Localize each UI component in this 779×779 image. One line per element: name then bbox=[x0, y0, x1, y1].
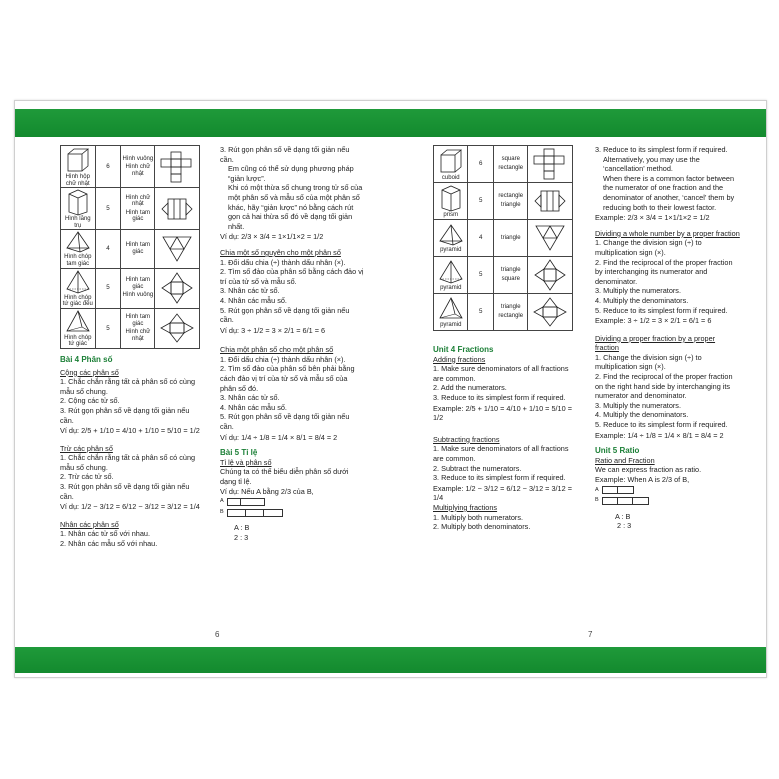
paragraph: Khi có một thừa số chung trong tử số của một phân số và mẫu số của một phân số khác, hãy “giản lược” nó bằng cách rút gọn cả hai thừa số đó về dạng tối giản nhất. bbox=[228, 183, 363, 231]
list-item: 1. Change the division sign (÷) to multiplication sign (×). bbox=[595, 352, 702, 372]
face-shapes-cell bbox=[121, 308, 155, 348]
shape-name: Hình chóp tứ giác đều bbox=[62, 294, 93, 308]
example-expression: 1/2 − 3/12 = 6/12 − 3/12 = 3/12 = 1/4 bbox=[81, 502, 200, 512]
example-label: Ví dụ: bbox=[60, 426, 80, 436]
shape-name: pyramid bbox=[440, 246, 462, 253]
list-item: 1. Đổi dấu chia (÷) thành dấu nhân (×). bbox=[220, 257, 346, 267]
tru-steps bbox=[60, 453, 200, 501]
list-item: 3. Reduce to its simplest form if required. bbox=[433, 392, 566, 402]
cuboid-icon bbox=[61, 146, 95, 174]
ratio-example: Ví dụ: Nếu A bằng 2/3 của B, bbox=[220, 486, 314, 496]
bar-b bbox=[220, 508, 365, 518]
prism-icon bbox=[61, 188, 95, 216]
table-row bbox=[61, 230, 200, 268]
right-column-2 bbox=[595, 145, 740, 531]
face-shape-label: Hình chữ nhật bbox=[125, 194, 151, 208]
list-item: 3. Reduce to its simplest form if required. bbox=[433, 473, 566, 483]
unit4-title: Unit 4 Fractions bbox=[433, 345, 494, 354]
faces-count: 5 bbox=[468, 257, 494, 294]
divide-proper-heading: Dividing a proper fraction by a proper fraction bbox=[595, 333, 716, 353]
ratio-line-1: A : B bbox=[615, 511, 631, 521]
list-item: 5. Rút gọn phân số về dạng tối giản nếu cần. bbox=[220, 305, 350, 325]
list-item: 1. Change the division sign (÷) to multiplication sign (×). bbox=[595, 238, 702, 257]
shape-cell bbox=[434, 220, 468, 257]
shape-net-icon bbox=[155, 146, 200, 188]
paragraph: Em cũng có thể sử dụng phương pháp “giản lược”. bbox=[228, 164, 354, 183]
ratio-line-2: 2 : 3 bbox=[617, 521, 632, 531]
cancel-example bbox=[220, 232, 365, 242]
bar-a bbox=[220, 497, 365, 507]
faces-count: 4 bbox=[95, 230, 121, 268]
list-item: 2. Multiply both denominators. bbox=[433, 522, 531, 532]
face-shape-label: triangle bbox=[500, 267, 521, 274]
face-shape-label: triangle bbox=[500, 202, 521, 208]
shape-cell bbox=[61, 146, 96, 188]
bottom-green-band bbox=[15, 647, 766, 673]
bar-label: A bbox=[595, 486, 599, 493]
list-item: 2. Find the reciprocal of the proper fraction on the right hand side by interchanging its numerator and denominator. bbox=[595, 372, 733, 401]
list-item: 3. Multiply the numerators. bbox=[595, 286, 681, 296]
faces-count: 5 bbox=[95, 268, 121, 308]
list-item: 4. Multiply the denominators. bbox=[595, 410, 689, 420]
tru-example bbox=[60, 502, 200, 512]
list-item: 1. Make sure denominators of all fractions are common. bbox=[433, 444, 569, 463]
list-item: 2. Subtract the numerators. bbox=[433, 463, 522, 473]
divide-proper-example bbox=[595, 431, 740, 441]
bai5-title: Bài 5 Tỉ lệ bbox=[220, 448, 258, 458]
list-item: 3. Rút gọn phân số về dạng tối giản nếu cần. bbox=[60, 482, 190, 501]
square-pyramid-icon bbox=[61, 269, 95, 295]
list-item: 1. Chắc chắn rằng tất cả phân số có cùng mẫu số chung. bbox=[60, 377, 196, 396]
example-label: Ví dụ: bbox=[60, 502, 80, 512]
face-shape-label: triangle bbox=[500, 304, 521, 311]
page-number: 7 bbox=[588, 630, 593, 639]
example-expression: 2/3 × 3/4 = 1×1/1×2 = 1/2 bbox=[241, 232, 324, 242]
bar-label: A bbox=[220, 498, 224, 505]
face-shape-label: Hình chữ nhật bbox=[125, 164, 151, 177]
example-label: Ví dụ: bbox=[220, 432, 240, 442]
divide-whole-example bbox=[595, 316, 740, 326]
list-item: 1. Multiply both numerators. bbox=[433, 512, 524, 522]
faces-count: 5 bbox=[95, 188, 121, 230]
example-label: Ví dụ: bbox=[220, 232, 240, 242]
adding-example bbox=[433, 404, 573, 423]
shape-net-icon bbox=[155, 188, 200, 230]
bar-model bbox=[602, 497, 649, 505]
shape-name: Hình hộp chữ nhật bbox=[65, 174, 90, 187]
cong-example bbox=[60, 426, 200, 436]
shape-cell bbox=[61, 230, 96, 268]
shape-net-icon bbox=[528, 183, 573, 220]
shape-cell bbox=[434, 183, 468, 220]
paragraph: When there is a common factor between the numerator of one fraction and the denominator of another, ‘cancel’ them by reducing both to their lowest factor. bbox=[603, 173, 735, 212]
shape-net-icon bbox=[155, 268, 200, 308]
table-row bbox=[61, 146, 200, 188]
table-row bbox=[434, 183, 573, 220]
shape-cell bbox=[434, 294, 468, 331]
prism-icon bbox=[434, 184, 467, 212]
chia-nguyen-heading: Chia một số nguyên cho một phân số bbox=[220, 247, 341, 257]
example-label: Ví dụ: bbox=[220, 325, 240, 335]
face-shape-label: Hình tam giác bbox=[125, 314, 151, 327]
bai4-title: Bài 4 Phân số bbox=[60, 354, 113, 364]
paragraph: Chúng ta có thể biểu diễn phân số dưới dạng tỉ lệ. bbox=[220, 467, 349, 486]
list-item: 5. Reduce to its simplest form if required. bbox=[595, 305, 728, 315]
list-item: 3. Nhân các tử số. bbox=[220, 393, 280, 403]
faces-count: 5 bbox=[468, 183, 494, 220]
shape-net-icon bbox=[528, 220, 573, 257]
shape-cell bbox=[61, 308, 96, 348]
shape-cell bbox=[434, 257, 468, 294]
shape-name: cuboid bbox=[441, 174, 460, 181]
face-shape-label: Hình tam giác bbox=[125, 242, 151, 255]
shape-table-vi bbox=[60, 145, 200, 349]
face-shape-label: triangle bbox=[500, 234, 521, 241]
list-item: 4. Multiply the denominators. bbox=[595, 295, 689, 305]
chia-phan-heading: Chia một phân số cho một phân số bbox=[220, 345, 334, 355]
list-item: 5. Rút gọn phân số về dạng tối giản nếu cần. bbox=[220, 412, 350, 432]
cuboid-icon bbox=[434, 147, 467, 175]
ratio-example: Example: When A is 2/3 of B, bbox=[595, 475, 690, 484]
chia-phan-example bbox=[220, 433, 365, 443]
list-item: 4. Nhân các mẫu số. bbox=[220, 295, 287, 305]
example-label: Example: bbox=[433, 483, 464, 493]
bai5-subheading: Tỉ lệ và phân số bbox=[220, 457, 272, 467]
page-number: 6 bbox=[215, 630, 220, 639]
example-expression: 1/4 ÷ 1/8 = 1/4 × 8/1 = 8/4 = 2 bbox=[241, 432, 338, 442]
shape-net-icon bbox=[155, 230, 200, 268]
example-label: Example: bbox=[595, 213, 626, 223]
bar-model bbox=[227, 509, 283, 517]
face-shapes-cell bbox=[121, 188, 155, 230]
shape-cell bbox=[434, 146, 468, 183]
list-item: 1. Make sure denominators of all fractions are common. bbox=[433, 364, 569, 383]
face-shapes-cell bbox=[494, 183, 528, 220]
unit5-subheading: Ratio and Fraction bbox=[595, 455, 655, 465]
list-item: 2. Nhân các mẫu số với nhau. bbox=[60, 539, 158, 549]
bar-label: B bbox=[595, 497, 599, 504]
face-shape-label: rectangle bbox=[498, 193, 524, 200]
example-expression: 2/3 × 3/4 = 1×1/1×2 = 1/2 bbox=[627, 213, 710, 223]
example-expression: 2/5 + 1/10 = 4/10 + 1/10 = 5/10 = 1/2 bbox=[81, 426, 200, 436]
left-column-2 bbox=[220, 145, 365, 543]
bar-a bbox=[595, 486, 740, 496]
face-shapes-cell bbox=[494, 294, 528, 331]
example-expression: 1/2 − 3/12 = 6/12 − 3/12 = 3/12 = 1/4 bbox=[433, 483, 572, 503]
face-shapes-cell bbox=[121, 230, 155, 268]
list-item: 2. Tìm số đảo của phân số bằng cách đảo vị trí của tử số và mẫu số. bbox=[220, 267, 364, 286]
list-item: 4. Nhân các mẫu số. bbox=[220, 402, 287, 412]
faces-count: 4 bbox=[468, 220, 494, 257]
table-row bbox=[61, 268, 200, 308]
table-row bbox=[434, 220, 573, 257]
list-item: 3. Multiply the numerators. bbox=[595, 400, 681, 410]
cong-steps bbox=[60, 377, 200, 425]
face-shapes-cell bbox=[121, 268, 155, 308]
rectangular-pyramid-icon bbox=[61, 309, 95, 335]
face-shape-label: rectangle bbox=[498, 165, 524, 171]
paragraph: We can express fraction as ratio. bbox=[595, 465, 702, 475]
example-expression: 2/5 + 1/10 = 4/10 + 1/10 = 5/10 = 1/2 bbox=[433, 403, 572, 423]
shape-net-icon bbox=[528, 294, 573, 331]
multiplying-heading: Multiplying fractions bbox=[433, 502, 498, 512]
shape-name: Hình lăng trụ bbox=[64, 216, 91, 229]
face-shapes-cell bbox=[494, 257, 528, 294]
cong-heading: Cộng các phân số bbox=[60, 367, 119, 377]
list-item: 5. Reduce to its simplest form if required. bbox=[595, 420, 728, 430]
bar-b bbox=[595, 496, 740, 506]
shape-name: prism bbox=[443, 211, 459, 218]
face-shape-label: rectangle bbox=[498, 313, 524, 319]
unit5-title: Unit 5 Ratio bbox=[595, 446, 640, 456]
shape-net-icon bbox=[528, 146, 573, 183]
face-shape-label: Hình vuông bbox=[122, 292, 154, 299]
chia-nguyen-example bbox=[220, 326, 365, 336]
ratio-line-1: A : B bbox=[234, 523, 250, 533]
list-item: 2. Find the reciprocal of the proper fraction by interchanging its numerator and denominator. bbox=[595, 257, 733, 286]
top-green-band bbox=[15, 109, 766, 137]
shape-net-icon bbox=[528, 257, 573, 294]
example-label: Example: bbox=[433, 403, 464, 413]
book-spread bbox=[14, 100, 767, 678]
list-item: 1. Chắc chắn rằng tất cả phân số có cùng mẫu số chung. bbox=[60, 453, 196, 472]
list-item: 2. Trừ các tử số. bbox=[60, 472, 114, 482]
list-item: 3. Nhân các tử số. bbox=[220, 286, 280, 296]
shape-table-en bbox=[433, 145, 573, 331]
bar-model bbox=[602, 486, 634, 494]
faces-count: 6 bbox=[95, 146, 121, 188]
bar-model bbox=[227, 498, 265, 506]
shape-name: Hình chóp tứ giác bbox=[64, 334, 92, 348]
table-row bbox=[434, 146, 573, 183]
ratio-line-2: 2 : 3 bbox=[234, 532, 249, 542]
shape-name: pyramid bbox=[440, 284, 462, 291]
example-label: Example: bbox=[595, 316, 626, 326]
example-expression: 1/4 ÷ 1/8 = 1/4 × 8/1 = 8/4 = 2 bbox=[627, 430, 724, 440]
list-item: 2. Add the numerators. bbox=[433, 383, 507, 393]
faces-count: 6 bbox=[468, 146, 494, 183]
shape-cell bbox=[61, 268, 96, 308]
list-item: 2. Cộng các tử số. bbox=[60, 396, 120, 406]
nhan-heading: Nhân các phân số bbox=[60, 519, 119, 529]
face-shape-label: square bbox=[501, 156, 520, 163]
example-expression: 3 ÷ 1/2 = 3 × 2/1 = 6/1 = 6 bbox=[241, 325, 326, 335]
right-column-1 bbox=[433, 145, 573, 532]
face-shape-label: Hình chữ nhật bbox=[125, 329, 151, 342]
bar-label: B bbox=[220, 508, 224, 515]
cancel-example bbox=[595, 213, 740, 223]
example-expression: 3 ÷ 1/2 = 3 × 2/1 = 6/1 = 6 bbox=[627, 316, 712, 326]
table-row bbox=[434, 294, 573, 331]
tru-heading: Trừ các phân số bbox=[60, 443, 113, 453]
table-row bbox=[434, 257, 573, 294]
face-shape-label: square bbox=[501, 276, 520, 282]
subtracting-heading: Subtracting fractions bbox=[433, 434, 500, 444]
list-item: 1. Nhân các tử số với nhau. bbox=[60, 529, 150, 539]
triangular-pyramid-icon bbox=[61, 230, 95, 254]
subtracting-example bbox=[433, 484, 573, 503]
left-column-1 bbox=[60, 145, 200, 549]
shape-cell bbox=[61, 188, 96, 230]
list-item: 2. Tìm số đảo của phân số bên phải bằng cách đảo vị trí của tử số và mẫu số của phân số đó. bbox=[220, 364, 355, 393]
adding-heading: Adding fractions bbox=[433, 354, 486, 364]
list-item: 3. Rút gọn phân số về dạng tối giản nếu cần. bbox=[60, 405, 190, 425]
face-shapes-cell bbox=[494, 220, 528, 257]
face-shapes-cell bbox=[494, 146, 528, 183]
table-row bbox=[61, 308, 200, 348]
divide-whole-heading: Dividing a whole number by a proper fraction bbox=[595, 228, 740, 238]
rectangular-pyramid-icon bbox=[434, 296, 467, 322]
shape-name: pyramid bbox=[440, 321, 462, 328]
triangular-pyramid-icon bbox=[434, 223, 467, 247]
list-item: 3. Reduce to its simplest form if required. bbox=[595, 145, 728, 154]
face-shape-label: Hình vuông bbox=[122, 155, 154, 162]
list-item: 3. Rút gọn phân số về dạng tối giản nếu cần. bbox=[220, 145, 350, 164]
square-pyramid-icon bbox=[434, 259, 467, 285]
face-shape-label: Hình tam giác bbox=[125, 277, 151, 290]
shape-net-icon bbox=[155, 308, 200, 348]
shape-name: Hình chóp tam giác bbox=[64, 254, 92, 267]
face-shape-label: Hình tam giác bbox=[125, 209, 151, 223]
list-item: 1. Đổi dấu chia (÷) thành dấu nhân (×). bbox=[220, 354, 346, 364]
paragraph: Alternatively, you may use the ‘cancellation’ method. bbox=[603, 154, 700, 174]
example-label: Example: bbox=[595, 430, 626, 440]
faces-count: 5 bbox=[468, 294, 494, 331]
table-row bbox=[61, 188, 200, 230]
faces-count: 5 bbox=[95, 308, 121, 348]
face-shapes-cell bbox=[121, 146, 155, 188]
